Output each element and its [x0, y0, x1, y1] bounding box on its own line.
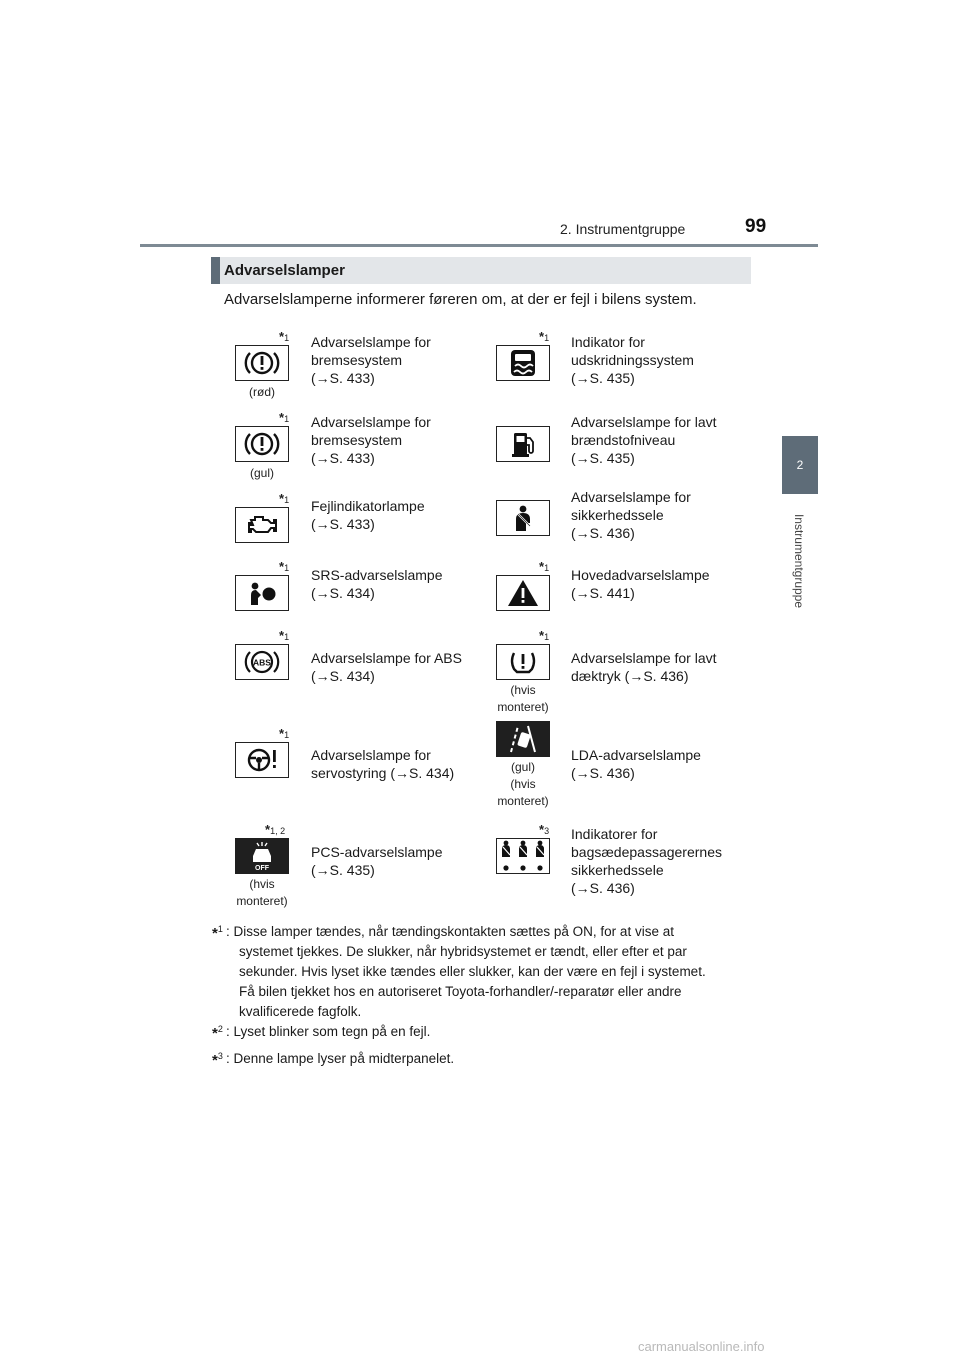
abs-icon: [242, 647, 282, 677]
fuel-pump-icon: [505, 429, 541, 459]
footnote-mark: *$^3$: [212, 1051, 223, 1069]
lda-lamp: [496, 721, 550, 757]
footnote-ref: *1: [279, 410, 290, 425]
power-steering-icon: [242, 745, 282, 775]
chapter-tab[interactable]: 2: [782, 436, 818, 494]
lamp-description: SRS-advarselslampe (→S. 434): [311, 567, 443, 601]
footnote-mark: *$^1$: [212, 924, 223, 942]
lamp-description: Advarselslampe for servostyring (→S. 434): [311, 747, 455, 781]
tire-pressure-icon: [505, 647, 541, 677]
lamp-description: Advarselslampe for sikkerhedssele (→S. 436): [571, 489, 691, 541]
lamp-color-note: (gul): [249, 466, 274, 480]
svg-text:OFF: OFF: [255, 865, 269, 872]
lamp-description: Advarselslampe for bremsesystem (→S. 433): [311, 334, 431, 386]
lamp-availability-note: (gul) (hvis monteret): [497, 760, 549, 808]
section-intro: Advarselslamperne informerer føreren om, at der er fejl i bilens system.: [224, 291, 697, 308]
seatbelt-icon: [505, 503, 541, 533]
footnote-ref: *1: [539, 628, 550, 643]
watermark: carmanualsonline.info: [638, 1339, 765, 1354]
footnote-ref: *1: [279, 726, 290, 741]
malfunction-indicator-lamp: [235, 507, 289, 543]
footnote-ref: *1: [279, 628, 290, 643]
seatbelt-lamp: [496, 500, 550, 536]
section-title: Advarselslamper: [224, 262, 345, 279]
brake-warning-red-lamp: [235, 345, 289, 381]
chapter-title: 2. Instrumentgruppe: [560, 221, 686, 237]
footnote-1: : Disse lamper tændes, når tændingskontakten sættes på ON, for at vise at systemet tjekkes. De slukker, når hybridsystemet er tændt, eller efter et par sekunder. Hvis lyset ikke tændes eller slukker, kan der være en fejl i systemet. Få bilen tjekket hos en autoriseret Toyota-forhandler/-reparatør eller andre kvalificerede fagfolk.: [226, 924, 706, 1019]
lane-departure-icon: [505, 724, 541, 754]
lamp-description: Advarselslampe for lavt brændstofniveau (→S. 435): [571, 414, 717, 466]
lamp-description: Hovedadvarselslampe (→S. 441): [571, 567, 710, 601]
lamp-description: Fejlindikatorlampe (→S. 433): [311, 498, 425, 532]
airbag-icon: [242, 578, 282, 608]
skid-indicator-icon: [505, 348, 541, 378]
lamp-description: Advarselslampe for lavt dæktryk (→S. 436): [571, 650, 717, 684]
rear-seatbelt-icon: [497, 839, 549, 873]
footnote-ref: *1: [279, 329, 290, 344]
srs-lamp: [235, 575, 289, 611]
chapter-tab-label: Instrumentgruppe: [792, 513, 806, 609]
footnote-ref: *3: [539, 822, 550, 837]
footnote-ref: *1, 2: [265, 822, 286, 837]
fuel-level-lamp: [496, 426, 550, 462]
brake-warning-icon: [242, 348, 282, 378]
footnote-ref: *1: [279, 491, 290, 506]
lamp-description: Indikatorer for bagsædepassagerernes sikkerhedssele (→S. 436): [571, 826, 722, 896]
header-divider: [140, 244, 818, 247]
footnote-ref: *1: [279, 559, 290, 574]
abs-lamp: [235, 644, 289, 680]
lamp-description: Advarselslampe for bremsesystem (→S. 433): [311, 414, 431, 466]
footnote-ref: *1: [539, 329, 550, 344]
tire-pressure-lamp: [496, 644, 550, 680]
lamp-description: Indikator for udskridningssystem (→S. 435): [571, 334, 694, 386]
lamp-description: PCS-advarselslampe (→S. 435): [311, 844, 443, 878]
lamp-availability-note: (hvis monteret): [236, 877, 288, 908]
power-steering-lamp: [235, 742, 289, 778]
footnote-mark: *$^2$: [212, 1024, 223, 1042]
page-number: 99: [745, 216, 767, 237]
rear-seatbelt-indicators: [496, 838, 550, 874]
footnote-ref: *1: [539, 559, 550, 574]
lamp-availability-note: (hvis monteret): [497, 683, 549, 714]
lamp-description: LDA-advarselslampe (→S. 436): [571, 747, 701, 781]
brake-warning-icon: [242, 429, 282, 459]
lamp-color-note: (rød): [249, 385, 275, 399]
engine-check-icon: [242, 510, 282, 540]
skid-indicator-lamp: [496, 345, 550, 381]
brake-warning-yellow-lamp: [235, 426, 289, 462]
master-warning-icon: [505, 578, 541, 608]
pcs-lamp: [235, 838, 289, 874]
footnote-2: : Lyset blinker som tegn på en fejl.: [226, 1024, 431, 1039]
footnote-3: : Denne lampe lyser på midterpanelet.: [226, 1051, 455, 1066]
svg-text:ABS: ABS: [253, 657, 271, 668]
pcs-off-icon: [239, 840, 285, 872]
master-warning-lamp: [496, 575, 550, 611]
lamp-description: Advarselslampe for ABS (→S. 434): [311, 650, 462, 684]
